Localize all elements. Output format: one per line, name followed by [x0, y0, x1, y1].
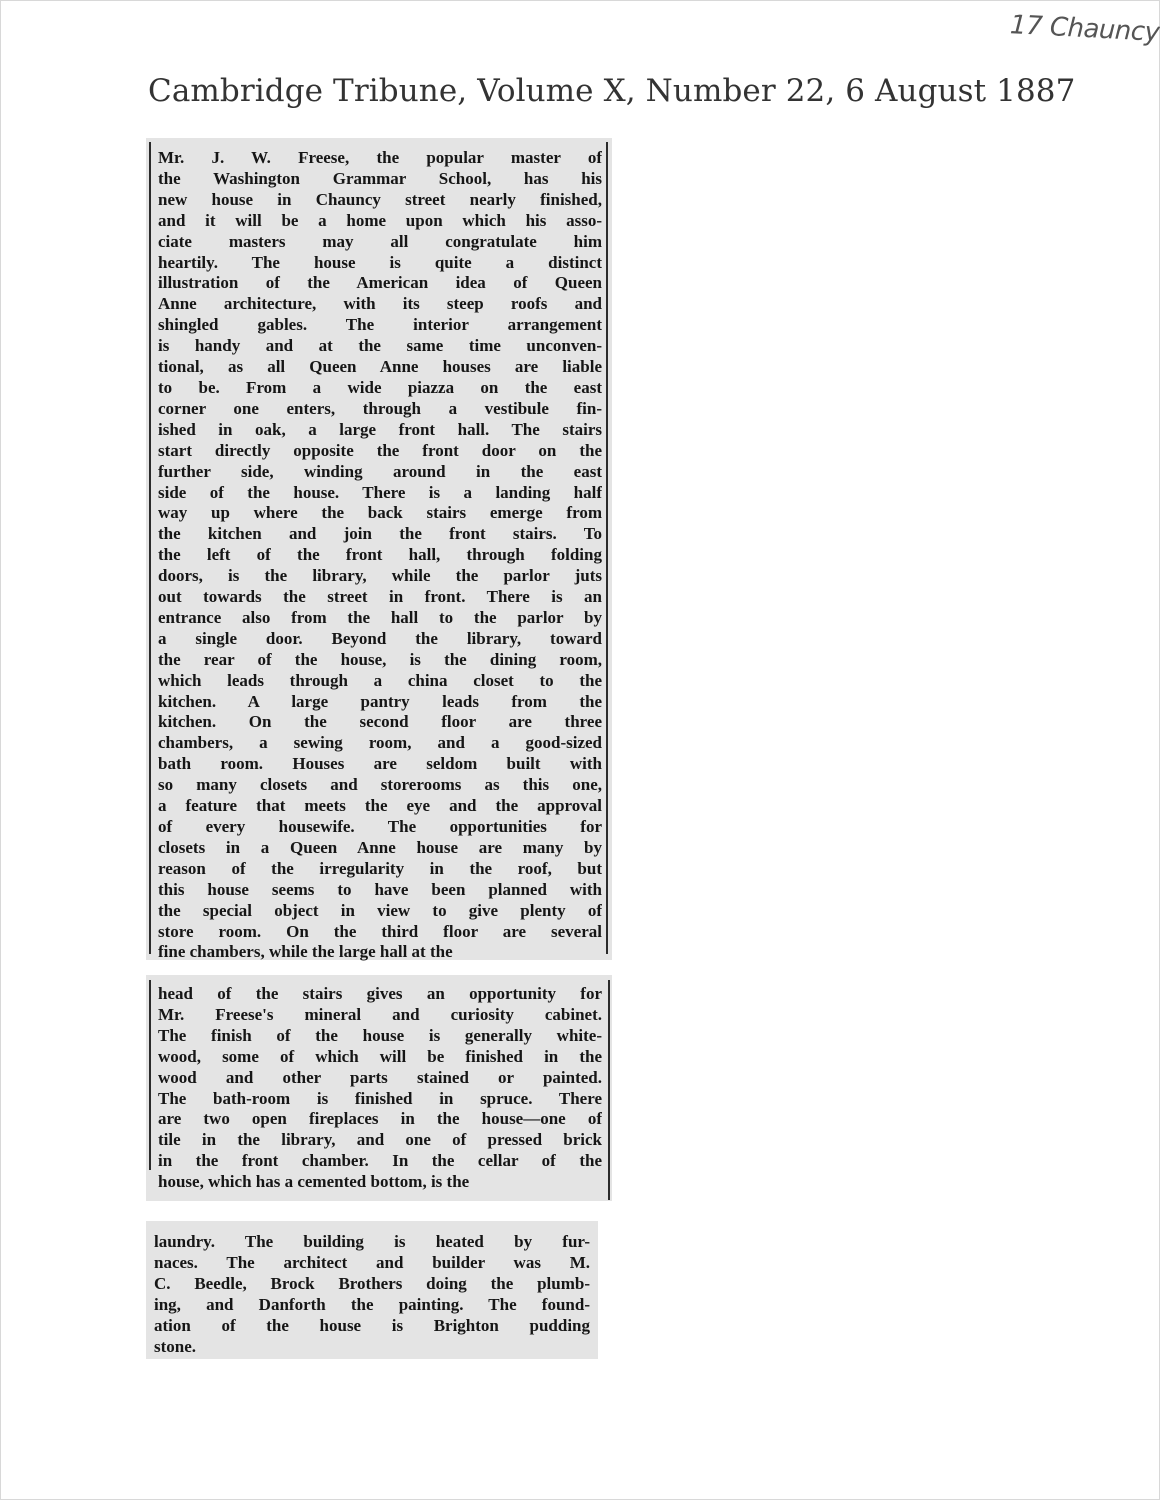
- article-text-line: fine chambers, while the large hall at the: [158, 942, 453, 962]
- article-text-line: ing, and Danforth the painting. The found-: [154, 1294, 590, 1314]
- article-text-line: head of the stairs gives an opportunity for: [158, 984, 602, 1003]
- article-text-line: doors, is the library, while the parlor juts: [158, 566, 602, 586]
- column-rule-right: [608, 980, 610, 1200]
- article-text-line: chambers, a sewing room, and a good-sized: [158, 733, 602, 753]
- article-column-2: [158, 984, 602, 1193]
- article-text-line: of every housewife. The opportunities for: [158, 817, 602, 836]
- article-text-line: closets in a Queen Anne house are many by: [158, 837, 602, 857]
- article-text-line: bath room. Houses are seldom built with: [158, 754, 602, 774]
- article-text-line: shingled gables. The interior arrangement: [158, 315, 602, 335]
- article-text-line: are two open fireplaces in the house—one of: [158, 1109, 602, 1129]
- article-text-line: house, which has a cemented bottom, is the: [158, 1172, 470, 1192]
- newspaper-clipping-part-1: [146, 138, 612, 960]
- article-text-line: illustration of the American idea of Queen: [158, 273, 602, 293]
- article-text-line: wood and other parts stained or painted.: [158, 1067, 602, 1087]
- article-text-line: is handy and at the same time unconven-: [158, 336, 602, 356]
- article-text-line: laundry. The building is heated by fur-: [154, 1232, 590, 1251]
- newspaper-clipping-part-3: [146, 1221, 598, 1359]
- article-text-line: wood, some of which will be finished in the: [158, 1046, 602, 1066]
- article-text-line: the Washington Grammar School, has his: [158, 168, 602, 188]
- article-text-line: kitchen. A large pantry leads from the: [158, 691, 602, 711]
- article-column-3: [154, 1232, 590, 1357]
- article-text-line: to be. From a wide piazza on the east: [158, 377, 602, 397]
- article-text-line: way up where the back stairs emerge from: [158, 503, 602, 523]
- column-rule-left: [149, 142, 151, 954]
- article-column-1: [158, 148, 602, 963]
- article-text-line: store room. On the third floor are several: [158, 921, 602, 941]
- article-text-line: the rear of the house, is the dining room,: [158, 649, 602, 669]
- article-text-line: The bath-room is finished in spruce. There: [158, 1088, 602, 1108]
- article-text-line: a feature that meets the eye and the approval: [158, 796, 602, 816]
- article-text-line: ciate masters may all congratulate him: [158, 231, 602, 251]
- article-text-line: ation of the house is Brighton pudding: [154, 1315, 590, 1335]
- article-text-line: C. Beedle, Brock Brothers doing the plumb-: [154, 1273, 590, 1293]
- article-text-line: Mr. Freese's mineral and curiosity cabinet.: [158, 1004, 602, 1024]
- article-text-line: the kitchen and join the front stairs. To: [158, 524, 602, 544]
- article-text-line: side of the house. There is a landing half: [158, 482, 602, 502]
- article-text-line: the special object in view to give plenty of: [158, 900, 602, 920]
- article-text-line: so many closets and storerooms as this one,: [158, 775, 602, 795]
- article-text-line: in the front chamber. In the cellar of the: [158, 1151, 602, 1171]
- column-rule-left: [149, 980, 151, 1170]
- article-text-line: which leads through a china closet to the: [158, 670, 602, 690]
- article-text-line: reason of the irregularity in the roof, but: [158, 858, 602, 878]
- article-text-line: heartily. The house is quite a distinct: [158, 252, 602, 272]
- article-text-line: new house in Chauncy street nearly finished,: [158, 189, 602, 209]
- article-text-line: The finish of the house is generally white-: [158, 1025, 602, 1045]
- article-text-line: Anne architecture, with its steep roofs and: [158, 294, 602, 314]
- handwritten-annotation: 17 Chauncy: [1009, 10, 1160, 48]
- article-text-line: Mr. J. W. Freese, the popular master of: [158, 148, 602, 167]
- article-text-line: naces. The architect and builder was M.: [154, 1252, 590, 1272]
- article-text-line: and it will be a home upon which his asso-: [158, 210, 602, 230]
- article-text-line: this house seems to have been planned with: [158, 879, 602, 899]
- source-citation-title: Cambridge Tribune, Volume X, Number 22, 6 August 1887: [148, 73, 1076, 109]
- article-text-line: kitchen. On the second floor are three: [158, 712, 602, 732]
- article-text-line: corner one enters, through a vestibule fin-: [158, 398, 602, 418]
- article-text-line: ished in oak, a large front hall. The stairs: [158, 419, 602, 439]
- article-text-line: the left of the front hall, through folding: [158, 545, 602, 565]
- article-text-line: stone.: [154, 1336, 197, 1356]
- article-text-line: start directly opposite the front door on the: [158, 440, 602, 460]
- article-text-line: tional, as all Queen Anne houses are liable: [158, 357, 602, 377]
- article-text-line: entrance also from the hall to the parlor by: [158, 607, 602, 627]
- article-text-line: out towards the street in front. There is an: [158, 587, 602, 607]
- article-text-line: tile in the library, and one of pressed brick: [158, 1130, 602, 1150]
- newspaper-clipping-part-2: [146, 975, 612, 1201]
- article-text-line: further side, winding around in the east: [158, 461, 602, 481]
- column-rule-right: [606, 142, 608, 954]
- article-text-line: a single door. Beyond the library, toward: [158, 628, 602, 648]
